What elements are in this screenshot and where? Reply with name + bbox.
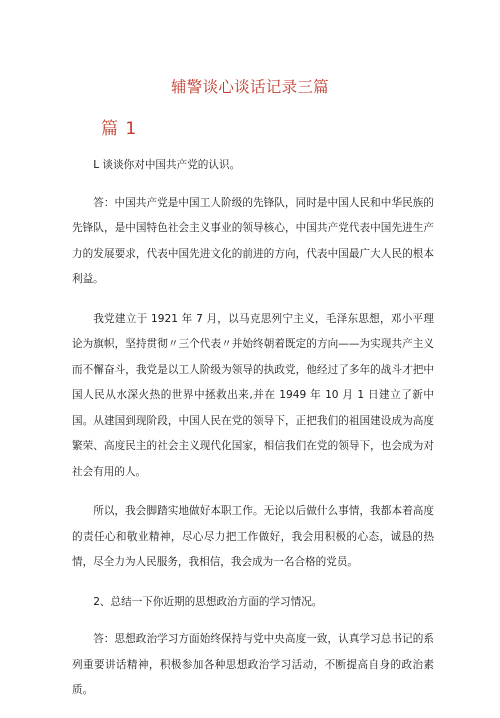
commitment-paragraph: 所以，我会脚踏实地做好本职工作。无论以后做什么事情，我都本着高度的责任心和敬业精神，尽心尽力把工作做好，我会用积极的心态，诚恳的热情，尽全力为人民服务，我相信，我会成为一名合格的党员。 [72,505,434,568]
answer-1-paragraph: 答：中国共产党是中国工人阶级的先锋队，同时是中国人民和中华民族的先锋队，是中国特色社会主义事业的领导核心，中国共产党代表中国先进生产力的发展要求，代表中国先进文化的前进的方向，代表中国最广大人民的根本利益。 [72,196,434,285]
question-2: 2、总结一下你近期的思想政治方面的学习情况。 [93,595,323,608]
answer-2-paragraph: 答：思想政治学习方面始终保持与党中央高度一致，认真学习总书记的系列重要讲话精神，积极参加各种思想政治学习活动，不断提高自身的政治素质。 [72,633,434,696]
section-heading: 篇 1 [101,119,138,139]
document-body [72,153,434,718]
history-paragraph: 我党建立于 1921 年 7 月，以马克思列宁主义，毛泽东思想，邓小平理论为旗帜，坚持贯彻〃三个代表〃并始终朝着既定的方向——为实现共产主义而不懈奋斗，我党是以工人阶级为领导的执政党，他经过了多年的战斗才把中国人民从水深火热的世界中拯救出来,并在 1949 年 10 月 1 日建立了新中国。从建国到现阶段，中国人民在党的领导下，正把我们的祖国建设成为高度繁荣、高度民主的社会主义现代化国家，相信我们在党的领导下，也会成为对社会有用的人。 [72,312,434,478]
question-1: L 谈谈你对中国共产党的认识。 [93,159,241,171]
document-title: 辅警谈心谈话记录三篇 [170,78,329,96]
